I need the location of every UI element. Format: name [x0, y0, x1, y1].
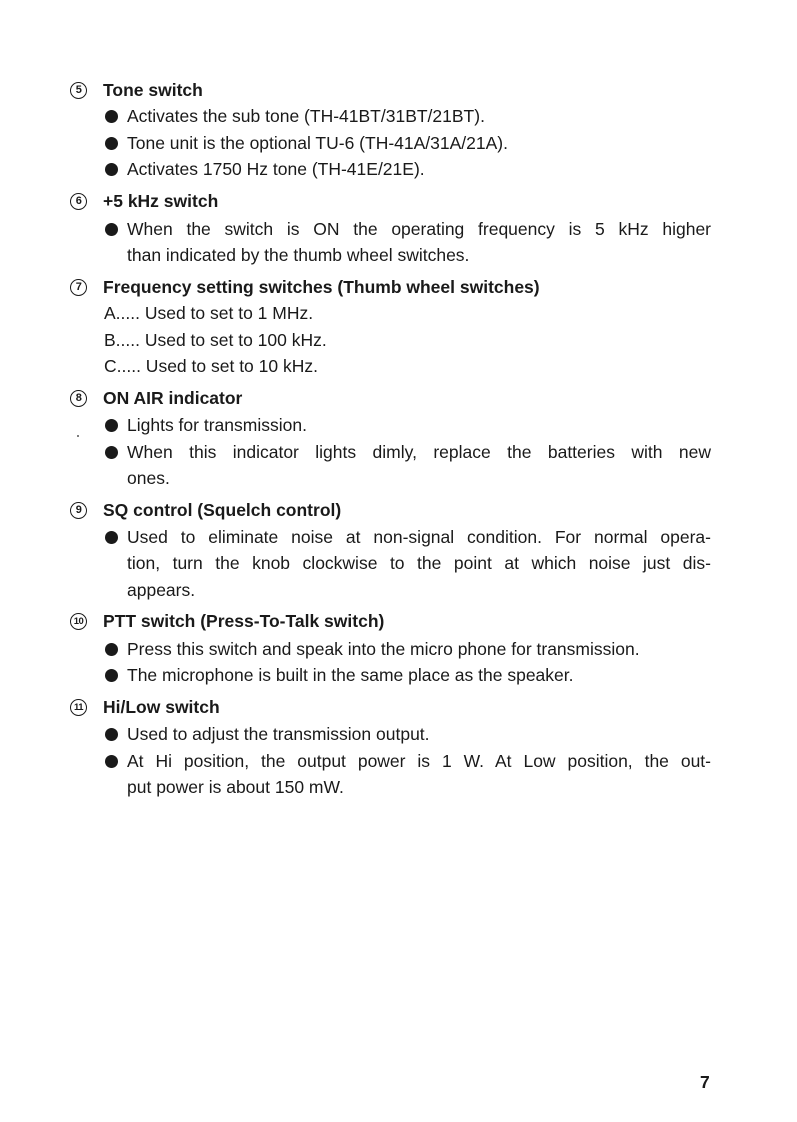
section-title: Hi/Low switch	[103, 696, 220, 717]
list-item-text: When this indicator lights dimly, replace the batteries with new	[127, 442, 711, 462]
list-item-text: ones.	[127, 468, 170, 488]
section-number: 6	[70, 193, 87, 210]
section-heading-frequency-switches	[70, 274, 540, 300]
bullet-icon	[105, 163, 118, 176]
bullet-icon	[105, 110, 118, 123]
bullet-icon	[105, 137, 118, 150]
paragraph-text: A..... Used to set to 1 MHz.	[104, 303, 314, 323]
section-title: SQ control (Squelch control)	[103, 499, 342, 520]
list-item	[0, 662, 797, 688]
section-title: Frequency setting switches (Thumb wheel switches)	[103, 276, 540, 297]
bullet-icon	[105, 643, 118, 656]
list-item	[0, 721, 797, 747]
section-heading-tone-switch	[70, 77, 203, 103]
list-item	[0, 748, 797, 774]
bullet-icon	[105, 531, 118, 544]
list-item-text: Tone unit is the optional TU-6 (TH-41A/31A/21A).	[127, 133, 508, 153]
section-number: 10	[70, 613, 87, 630]
print-speck	[77, 435, 79, 437]
section-title: +5 kHz switch	[103, 190, 219, 211]
list-item	[0, 412, 797, 438]
list-item-text: than indicated by the thumb wheel switches.	[127, 245, 470, 265]
list-item	[0, 103, 797, 129]
page-number: 7	[700, 1072, 710, 1092]
section-heading-5khz-switch	[70, 188, 218, 214]
bullet-icon	[105, 755, 118, 768]
list-item	[0, 156, 797, 182]
list-item	[0, 216, 797, 242]
list-item-continuation	[0, 465, 797, 491]
section-number: 9	[70, 502, 87, 519]
list-item	[0, 130, 797, 156]
section-title: ON AIR indicator	[103, 387, 243, 408]
list-item-continuation	[0, 774, 797, 800]
section-heading-hi-low-switch	[70, 694, 220, 720]
list-item	[0, 439, 797, 465]
list-item-continuation	[0, 577, 797, 603]
bullet-icon	[105, 419, 118, 432]
section-number: 5	[70, 82, 87, 99]
paragraph-text: B..... Used to set to 100 kHz.	[104, 330, 327, 350]
list-item	[0, 524, 797, 550]
section-number: 11	[70, 699, 87, 716]
bullet-icon	[105, 223, 118, 236]
section-title: PTT switch (Press-To-Talk switch)	[103, 610, 385, 631]
bullet-icon	[105, 728, 118, 741]
list-item-text: Press this switch and speak into the micro phone for transmission.	[127, 639, 640, 659]
paragraph-line	[0, 327, 797, 353]
list-item-continuation	[0, 242, 797, 268]
section-heading-on-air-indicator	[70, 385, 242, 411]
list-item-continuation	[0, 550, 797, 576]
list-item-text: Activates the sub tone (TH-41BT/31BT/21BT).	[127, 106, 485, 126]
paragraph-line	[0, 353, 797, 379]
bullet-icon	[105, 669, 118, 682]
paragraph-line	[0, 300, 797, 326]
list-item-text: Lights for transmission.	[127, 415, 307, 435]
section-title: Tone switch	[103, 79, 203, 100]
list-item-text: appears.	[127, 580, 196, 600]
section-number: 7	[70, 279, 87, 296]
list-item-text: Used to eliminate noise at non-signal condition. For normal opera-	[127, 527, 711, 547]
list-item-text: When the switch is ON the operating frequency is 5 kHz higher	[127, 219, 711, 239]
list-item-text: Used to adjust the transmission output.	[127, 724, 430, 744]
section-heading-squelch-control	[70, 497, 341, 523]
list-item	[0, 636, 797, 662]
bullet-icon	[105, 446, 118, 459]
paragraph-text: C..... Used to set to 10 kHz.	[104, 356, 318, 376]
list-item-text: put power is about 150 mW.	[127, 777, 344, 797]
list-item-text: Activates 1750 Hz tone (TH-41E/21E).	[127, 159, 425, 179]
section-heading-ptt-switch	[70, 608, 384, 634]
list-item-text: The microphone is built in the same place as the speaker.	[127, 665, 574, 685]
list-item-text: At Hi position, the output power is 1 W. At Low position, the out-	[127, 751, 711, 771]
section-number: 8	[70, 390, 87, 407]
list-item-text: tion, turn the knob clockwise to the point at which noise just dis-	[127, 553, 711, 573]
